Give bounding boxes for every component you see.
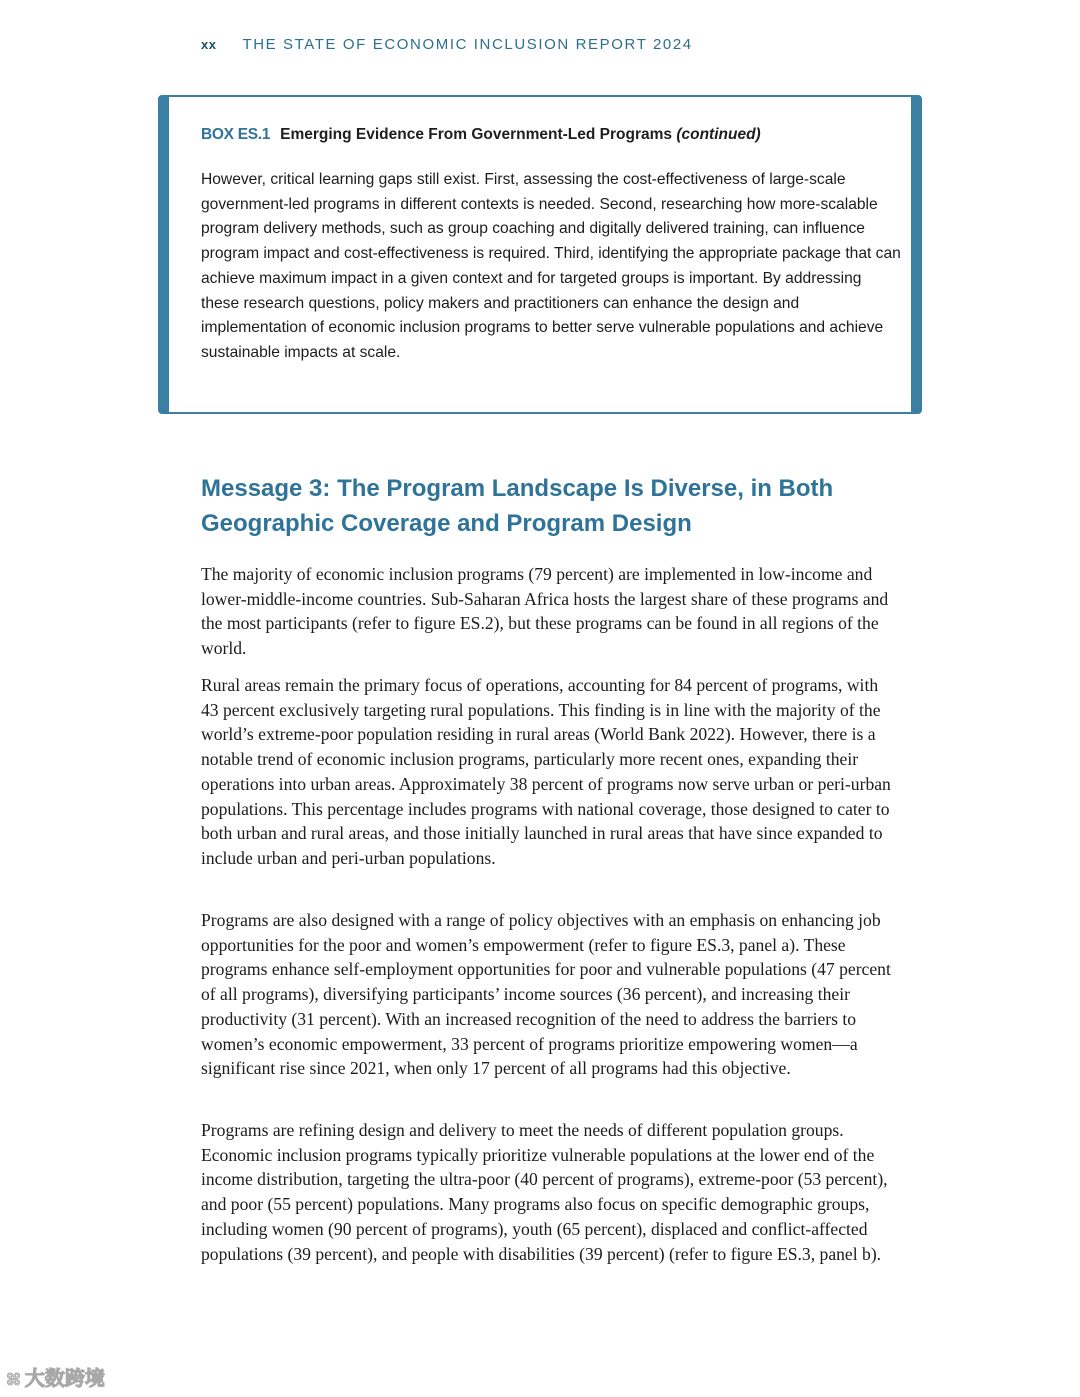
- running-title: THE STATE OF ECONOMIC INCLUSION REPORT 2024: [242, 36, 693, 53]
- watermark-logo-icon: ⌘: [6, 1370, 21, 1389]
- watermark-text: 大数跨境: [24, 1366, 105, 1390]
- watermark: [6, 1362, 105, 1391]
- box-label: BOX ES.1: [201, 126, 271, 143]
- page-number: xx: [201, 37, 217, 52]
- body-paragraph-3: Programs are also designed with a range of policy objectives with an emphasis on enhancing job opportunities for the poor and women’s empowerment (refer to figure ES.3, panel a). These programs enhance self-employment opportunities for poor and vulnerable populations (47 percent of all programs), diversifying participants’ income sources (36 percent), and increasing their productivity (31 percent). With an increased recognition of the need to address the barriers to women’s economic empowerment, 33 percent of programs prioritize empowering women—a significant rise since 2021, when only 17 percent of all programs had this objective.: [201, 910, 891, 1079]
- running-header: [201, 36, 693, 53]
- body-paragraph-2: Rural areas remain the primary focus of operations, accounting for 84 percent of programs, with 43 percent exclusively targeting rural populations. This finding is in line with the majority of the world’s extreme-poor population residing in rural areas (World Bank 2022). However, there is a notable trend of economic inclusion programs, particularly more recent ones, expanding their operations into urban areas. Approximately 38 percent of programs now serve urban or peri-urban populations. This percentage includes programs with national coverage, those designed to cater to both urban and rural areas, and those initially launched in rural areas that have since expanded to include urban and peri-urban populations.: [201, 675, 891, 868]
- section-heading: Message 3: The Program Landscape Is Diverse, in Both Geographic Coverage and Program Design: [201, 475, 834, 537]
- body-paragraph-1: The majority of economic inclusion programs (79 percent) are implemented in low-income and lower-middle-income countries. Sub-Saharan Africa hosts the largest share of these programs and the most participants (refer to figure ES.2), but these programs can be found in all regions of the world.: [201, 564, 889, 659]
- body-paragraph-4: Programs are refining design and delivery to meet the needs of different population groups. Economic inclusion programs typically prioritize vulnerable populations at the lower end of the income distribution, targeting the ultra-poor (40 percent of programs), extreme-poor (53 percent), and poor (55 percent) populations. Many programs also focus on specific demographic groups, including women (90 percent of programs), youth (65 percent), displaced and conflict-affected populations (39 percent), and people with disabilities (39 percent) (refer to figure ES.3, panel b).: [201, 1120, 888, 1264]
- box-body-text: However, critical learning gaps still exist. First, assessing the cost-effectiveness of large-scale government-led programs in different contexts is needed. Second, researching how more-scalable program delivery methods, such as group coaching and digitally delivered training, can influence program impact and cost-effectiveness is required. Third, identifying the appropriate package that can achieve maximum impact in a given context and for targeted groups is important. By addressing these research questions, policy makers and practitioners can enhance the design and implementation of economic inclusion programs to better serve vulnerable populations and achieve sustainable impacts at scale.: [201, 171, 901, 361]
- box-title: [201, 126, 761, 144]
- box-title-text: Emerging Evidence From Government-Led Programs: [280, 126, 673, 143]
- box-continued-label: (continued): [676, 126, 761, 143]
- evidence-box: [158, 95, 922, 414]
